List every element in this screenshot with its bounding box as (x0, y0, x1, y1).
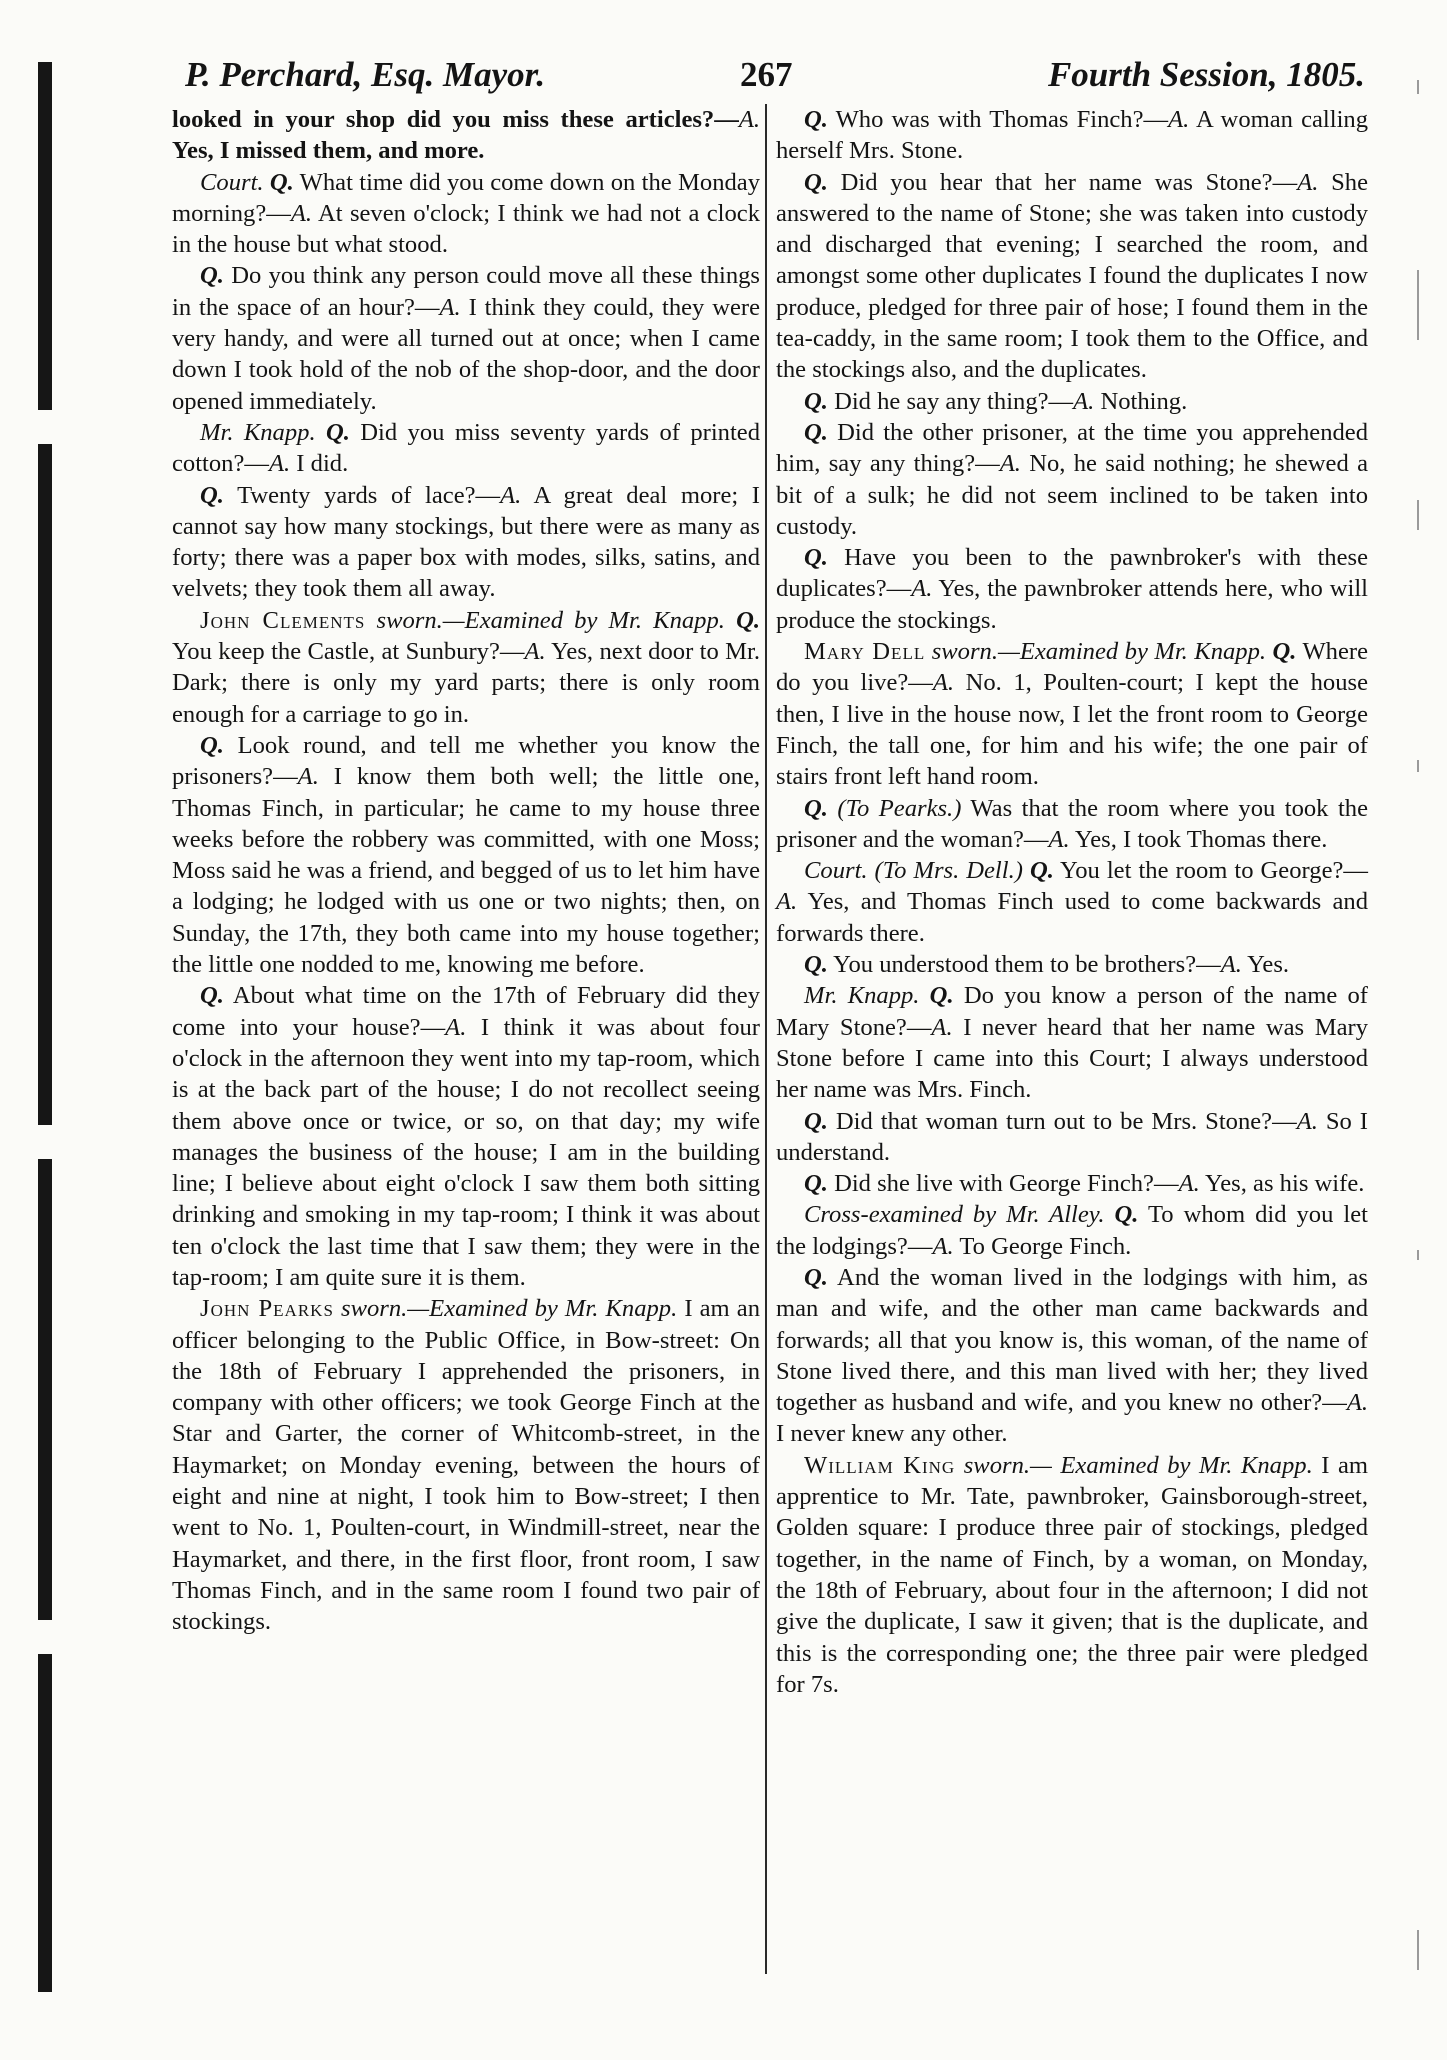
text-run: A. (911, 575, 933, 603)
text-run: Did he say any thing?— (827, 387, 1074, 415)
text-run: A woman calling herself Mrs. Stone. (776, 106, 1368, 165)
text-run: A. (738, 106, 760, 133)
paragraph (172, 730, 760, 980)
text-run: Yes, and Thomas Finch used to come backwards and forwards there. (776, 888, 1368, 947)
text-run: Q. (1022, 857, 1054, 885)
text-run: Q. (919, 982, 954, 1010)
text-run: A. (297, 763, 319, 791)
text-run: Q. (804, 1107, 828, 1135)
text-run: sworn.—Examined by Mr. Knapp. (333, 1295, 678, 1323)
text-run: Mary Dell (804, 638, 926, 666)
text-run: John Clements (200, 606, 366, 634)
page-number: 267 (740, 55, 793, 94)
text-run: Nothing. (1094, 387, 1188, 415)
text-run: looked in your shop did you miss these articles?— (172, 106, 739, 133)
text-run: Have you been to the pawnbroker's with these duplicates?— (776, 544, 1368, 603)
text-run: Mr. Knapp. (804, 982, 920, 1010)
text-run: Q. (804, 1263, 828, 1291)
header-session: Fourth Session, 1805. (1047, 55, 1365, 94)
text-run: A. (1168, 106, 1190, 133)
text-run: John Pearks (200, 1295, 334, 1323)
text-run: A great deal more; I cannot say how many stockings, but there were as many as forty; there was a paper box with modes, silks, satins, and velvets; they took them all away. (172, 481, 760, 603)
text-run: What time did you come down on the Monday morning?— (172, 168, 761, 227)
text-run: At seven o'clock; I think we had not a clock in the house but what stood. (172, 199, 760, 259)
text-run: A. (932, 1232, 954, 1260)
text-run: You keep the Castle, at Sunbury?— (172, 638, 525, 666)
paragraph (776, 1199, 1368, 1262)
text-run: Yes, the pawnbroker attends here, who will produce the stockings. (776, 575, 1368, 634)
text-run: A. (1178, 1170, 1200, 1198)
margin-marks (1409, 60, 1419, 2060)
paragraph (172, 1293, 760, 1637)
text-run: Did the other prisoner, at the time you apprehended him, say any thing?— (776, 418, 1368, 478)
text-run: sworn.—Examined by Mr. Knapp. (925, 638, 1267, 666)
text-run: A. (1297, 168, 1319, 196)
text-run: Q. (263, 168, 294, 196)
text-run: And the woman lived in the lodgings with him, as man and wife, and the other man came backwards and forwards; all that you know is, this woman, of the name of Stone lived there, and this man lived with her; they lived together as husband and wife, and you knew no other?— (776, 1263, 1368, 1417)
text-run: A. (931, 1013, 953, 1041)
text-run: Q. (804, 418, 828, 446)
text-run: I did. (290, 450, 349, 478)
text-run: So I understand. (776, 1107, 1368, 1166)
text-run: Q. (804, 168, 828, 196)
right-text-column (776, 104, 1368, 1700)
text-run: Did that woman turn out to be Mrs. Stone?— (827, 1107, 1297, 1135)
text-run: Q. (804, 544, 828, 572)
text-run: I think they could, they were very handy, and were all turned out at once; when I came down I took hold of the nob of the shop-door, and the door opened immediately. (172, 293, 760, 415)
text-run: Was that the room where you took the prisoner and the woman?— (776, 794, 1368, 853)
text-run: Q. (804, 794, 828, 822)
text-run: Q. (200, 982, 224, 1010)
text-run: Q. (315, 418, 350, 446)
text-run: sworn.—Examined by Mr. Knapp. (365, 606, 725, 634)
text-run: Q. (804, 951, 828, 979)
text-run: A. (776, 888, 798, 916)
text-run: A. (1048, 825, 1070, 853)
paragraph (172, 417, 760, 480)
text-run: Yes, I missed them, and more. (172, 137, 485, 165)
text-run: About what time on the 17th of February did they come into your house?— (172, 982, 760, 1041)
text-run: Where do you live?— (776, 638, 1368, 697)
text-run: sworn.— Examined by Mr. Knapp. (955, 1451, 1313, 1479)
paragraph (172, 480, 760, 605)
text-run: Did you miss seventy yards of printed cotton?— (172, 418, 760, 478)
text-run: Q. (200, 262, 224, 290)
text-run: Did she live with George Finch?— (827, 1170, 1179, 1198)
paragraph (172, 260, 760, 416)
text-run: No, he said nothing; he shewed a bit of a sulk; he did not seem inclined to be taken into custody. (776, 450, 1368, 540)
text-run: Q. (804, 387, 828, 415)
text-run: Do you think any person could move all these things in the space of an hour?— (172, 262, 760, 321)
text-run: I know them both well; the little one, Thomas Finch, in particular; he came to my house three weeks before the robbery was committed, with one Moss; Moss said he was a friend, and begged of us to let him have a lodging; he lodged with us one or two nights; then, on Sunday, the 17th, they both came into my house together; the little one nodded to me, knowing me before. (172, 763, 760, 979)
text-run: A. (1073, 387, 1095, 415)
text-run: A. (500, 481, 522, 509)
text-run: You understood them to be brothers?— (827, 951, 1221, 979)
text-run: A. (524, 638, 546, 666)
text-run: A. (1346, 1389, 1368, 1417)
paragraph (776, 793, 1368, 856)
text-run: To whom did you let the lodgings?— (776, 1201, 1368, 1260)
binding-notch (38, 410, 52, 444)
paragraph (776, 980, 1368, 1105)
paragraph (776, 949, 1368, 980)
text-run: A. (439, 293, 461, 321)
text-run: I am an officer belonging to the Public Office, in Bow-street: On the 18th of February I apprehended the prisoners, in company with other officers; we took George Finch at the Star and Garter, the corner of Whitcomb-street, in the Haymarket; on Monday evening, between the hours of eight and nine at night, I took him to Bow-street; I then went to No. 1, Poulten-court, in Windmill-street, near the Haymarket, and there, in the first floor, front room, I saw Thomas Finch, and in the same room I found two pair of stockings. (172, 1295, 760, 1636)
text-run: Who was with Thomas Finch?— (827, 106, 1169, 133)
paragraph (776, 855, 1368, 949)
text-run: I never knew any other. (776, 1420, 1008, 1448)
text-run: Yes, next door to Mr. Dark; there is only my yard parts; there is only room enough for a carriage to go in. (172, 638, 760, 728)
text-run: (To Pearks.) (827, 794, 962, 822)
text-run: Q. (1266, 638, 1297, 666)
text-run: Look round, and tell me whether you know the prisoners?— (172, 731, 760, 791)
paragraph (776, 386, 1368, 417)
text-run: I think it was about four o'clock in the afternoon they went into my tap-room, which is at the back part of the house; I do not recollect seeing them above once or twice, or so, on that day; my wife manages the business of the house; I am in the building line; I believe about eight o'clock I saw them both sitting drinking and smoking in my tap-room; I think it was about ten o'clock the last time that I saw them; they were in the tap-room; I am quite sure it is them. (172, 1013, 760, 1291)
text-run: A. (999, 450, 1021, 478)
text-run: Q. (200, 481, 224, 509)
text-run: Court. (To Mrs. Dell.) (804, 857, 1023, 885)
text-run: Yes. (1241, 951, 1290, 979)
text-run: To George Finch. (953, 1232, 1132, 1260)
paragraph (172, 980, 760, 1293)
text-run: I never heard that her name was Mary Stone before I came into this Court; I always understood her name was Mrs. Finch. (776, 1013, 1368, 1104)
text-run: She answered to the name of Stone; she was taken into custody and discharged that evening; I searched the room, and amongst some other duplicates I found the duplicates I now produce, pledged for three pair of hose; I found them in the tea-caddy, in the same room; I took them to the Office, and the stockings also, and the duplicates. (776, 168, 1368, 384)
paragraph (776, 417, 1368, 542)
text-run: A. (1296, 1107, 1318, 1135)
column-divider-rule (765, 104, 767, 1974)
paragraph (776, 542, 1368, 636)
binding-notch (38, 1125, 52, 1159)
paragraph (776, 1450, 1368, 1700)
text-run: A. (445, 1013, 467, 1041)
paragraph (776, 1262, 1368, 1450)
paragraph (172, 605, 760, 730)
text-run: A. (932, 669, 955, 697)
paragraph (172, 104, 760, 167)
text-run: A. (1220, 951, 1242, 979)
text-run: Twenty yards of lace?— (223, 481, 501, 509)
text-run: A. (290, 199, 313, 227)
text-run: A. (268, 450, 291, 478)
binding-notch (38, 1620, 52, 1654)
text-run: Mr. Knapp. (200, 418, 316, 446)
header-mayor: P. Perchard, Esq. Mayor. (185, 55, 546, 94)
paragraph (776, 1106, 1368, 1169)
text-run: Q. (804, 106, 828, 133)
paragraph (776, 1168, 1368, 1199)
page-binding-edge (38, 62, 52, 1992)
paragraph (172, 167, 760, 261)
text-run: No. 1, Poulten-court; I kept the house then, I live in the house now, I let the front room to George Finch, the tall one, for him and his wife; the one pair of stairs front left hand room. (776, 669, 1368, 791)
paragraph (776, 104, 1368, 167)
text-run: I am apprentice to Mr. Tate, pawnbroker, Gainsborough-street, Golden square: I produce three pair of stockings, pledged together, in the name of Finch, by a woman, on Monday, the 18th of February, about four in the afternoon; I did not give the duplicate, I saw it given; that is the duplicate, and this is the corresponding one; the three pair were pledged for 7s. (776, 1451, 1368, 1698)
text-run: Do you know a person of the name of Mary Stone?— (776, 982, 1368, 1041)
text-run: William King (804, 1451, 956, 1479)
text-run: Q. (1104, 1201, 1139, 1229)
left-text-column (172, 104, 760, 1638)
text-run: Cross-examined by Mr. Alley. (804, 1201, 1105, 1229)
text-run: You let the room to George?— (1053, 857, 1368, 885)
text-run: Q. (200, 731, 224, 759)
paragraph (776, 636, 1368, 792)
text-run: Did you hear that her name was Stone?— (827, 168, 1298, 196)
text-run: Yes, I took Thomas there. (1069, 825, 1328, 853)
paragraph (776, 167, 1368, 386)
text-run: Q. (804, 1170, 828, 1198)
text-run: Court. (200, 168, 264, 196)
text-run: Yes, as his wife. (1199, 1170, 1365, 1198)
text-run: Q. (724, 606, 760, 634)
running-header (185, 50, 1365, 100)
